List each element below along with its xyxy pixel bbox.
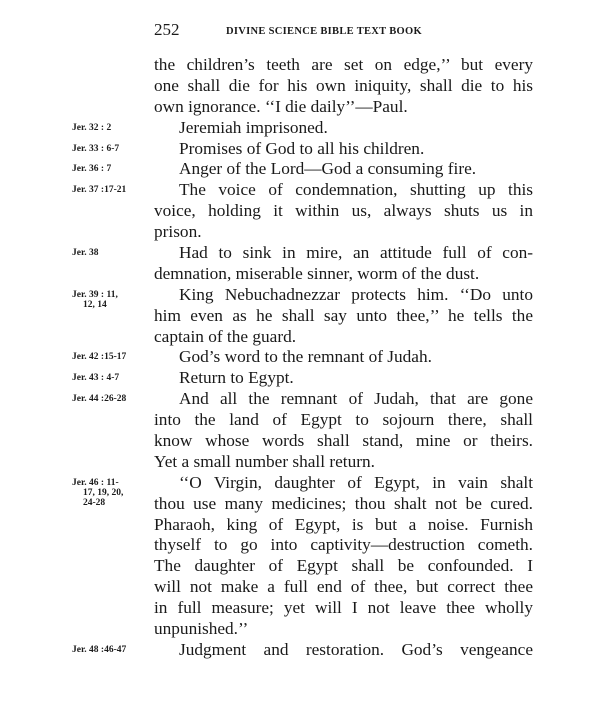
margin-reference (72, 123, 111, 133)
text-line: Had to sink in mire, an attitude full of con- (179, 243, 533, 263)
scripture-entry (0, 180, 600, 243)
margin-reference (72, 144, 119, 154)
text-line: him even as he shall say unto thee,’’ he tells the (154, 305, 533, 325)
text-line: demnation, miserable sinner, worm of the dust. (154, 263, 480, 283)
text-line: ‘‘O Virgin, daughter of Egypt, in vain shalt (179, 472, 533, 492)
scripture-entry (0, 159, 600, 180)
reference-line: 24-28 (83, 497, 106, 508)
scripture-entry (0, 285, 600, 348)
reference-line: Jer. 37 :17-21 (72, 185, 127, 196)
reference-line: Jer. 44 :26-28 (72, 394, 127, 405)
margin-reference (72, 248, 99, 258)
scripture-entry (0, 118, 600, 139)
reference-line: Jer. 38 (72, 248, 99, 259)
margin-reference (72, 352, 126, 362)
reference-line: Jer. 36 : 7 (72, 164, 112, 175)
margin-reference (72, 394, 126, 404)
margin-reference (72, 185, 126, 195)
margin-reference (72, 164, 111, 174)
text-line: The voice of condemnation, shutting up this (179, 180, 533, 200)
scripture-entry (0, 368, 600, 389)
page-number: 252 (154, 20, 180, 39)
text-line: into the land of Egypt to sojourn there, shall (154, 410, 533, 430)
margin-reference (72, 290, 118, 310)
reference-line: Jer. 46 : 11- (72, 477, 119, 488)
text-line: Anger of the Lord—God a consuming fire. (179, 159, 477, 179)
reference-line: 17, 19, 20, (83, 487, 124, 498)
reference-line: 12, 14 (83, 299, 107, 310)
text-line: know whose words shall stand, mine or theirs. (154, 431, 533, 451)
text-line: the children’s teeth are set on edge,’’ but every (154, 55, 533, 74)
reference-line: Jer. 42 :15-17 (72, 352, 127, 363)
scripture-entry (0, 55, 600, 118)
text-line: The daughter of Egypt shall be confounded. I (154, 556, 533, 576)
margin-reference (72, 645, 126, 655)
text-line: God’s word to the remnant of Judah. (179, 347, 432, 367)
margin-reference (72, 478, 123, 508)
text-line: Pharaoh, king of Egypt, is but a noise. Furnish (154, 514, 533, 534)
text-line: King Nebuchadnezzar protects him. ‘‘Do unto (179, 284, 533, 304)
page-body (0, 55, 600, 661)
text-line: thyself to go into captivity—destruction cometh. (154, 535, 533, 555)
margin-reference (72, 373, 119, 383)
reference-line: Jer. 43 : 4-7 (72, 373, 120, 384)
text-line: captain of the guard. (154, 326, 297, 346)
text-line: thou use many medicines; thou shalt not be cured. (154, 493, 533, 513)
text-line: prison. (154, 222, 202, 242)
text-line: in full measure; yet will I not leave thee wholly (154, 598, 533, 618)
text-line: Promises of God to all his children. (179, 138, 425, 158)
text-line: Judgment and restoration. God’s vengeance (179, 639, 533, 659)
reference-line: Jer. 39 : 11, (72, 289, 118, 300)
text-line: Return to Egypt. (179, 368, 294, 388)
text-line: own ignorance. ‘‘I die daily’’—Paul. (154, 96, 408, 116)
reference-line: Jer. 48 :46-47 (72, 644, 127, 655)
scripture-entry (0, 389, 600, 473)
text-line: Yet a small number shall return. (154, 451, 375, 471)
scripture-entry (0, 139, 600, 160)
scripture-entry (0, 473, 600, 640)
text-line: Jeremiah imprisoned. (179, 117, 328, 137)
text-line: unpunished.’’ (154, 619, 249, 639)
running-title: DIVINE SCIENCE BIBLE TEXT BOOK (226, 26, 422, 37)
scripture-entry (0, 243, 600, 285)
scripture-entry (0, 640, 600, 661)
text-line: will not make a full end of thee, but correct thee (154, 577, 533, 597)
text-line: one shall die for his own iniquity, shall die to his (154, 75, 533, 95)
reference-line: Jer. 33 : 6-7 (72, 143, 120, 154)
text-line: voice, holding it within us, always shuts us in (154, 201, 533, 221)
text-line: And all the remnant of Judah, that are gone (179, 389, 533, 409)
reference-line: Jer. 32 : 2 (72, 122, 112, 133)
scripture-entry (0, 347, 600, 368)
